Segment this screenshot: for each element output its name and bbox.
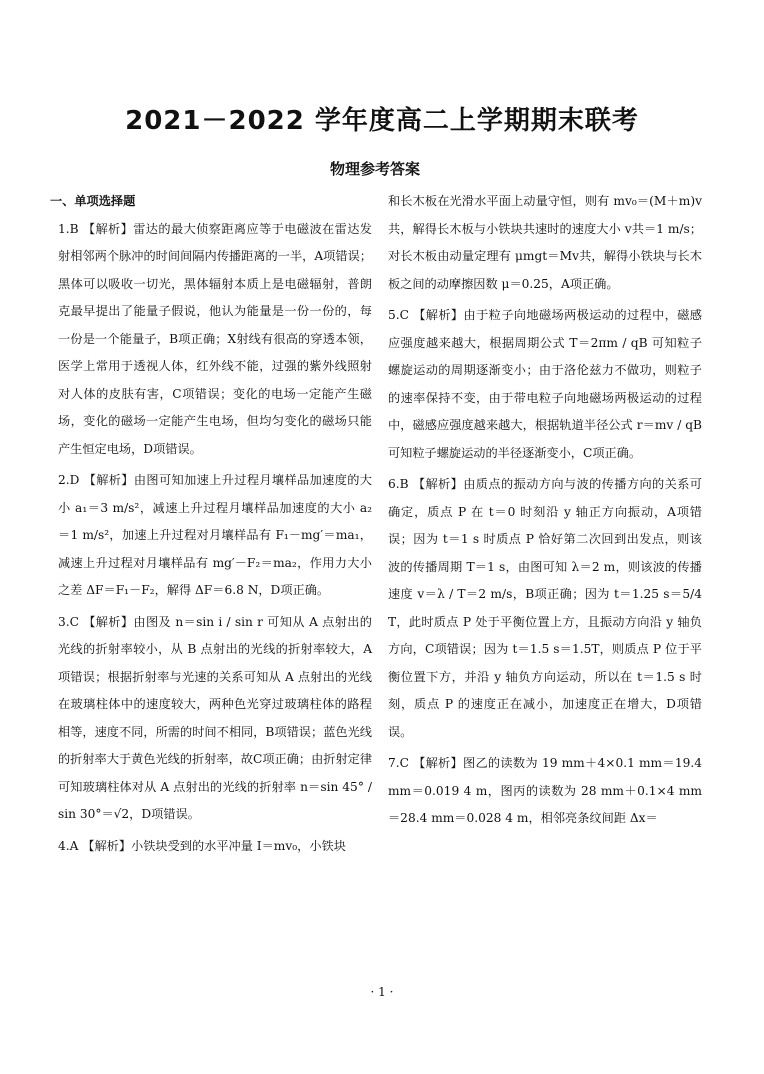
answer-item-2: 2.D 【解析】由图可知加速上升过程月壤样品加速度的大小 a₁＝3 m/s²，减速上升过程月壤样品加速度的大小 a₂＝1 m/s²，加速上升过程对月壤样品有 F₁－mg′＝ma₁，减速上升过程对月壤样品有 mg′－F₂＝ma₂，作用力大小之差 ΔF＝F₁－F₂，解得 ΔF＝6.8 N，D项正确。: [58, 473, 372, 597]
right-column: [388, 188, 702, 837]
answer-item-4-cont: 和长木板在光滑水平面上动量守恒，则有 mv₀＝(M＋m)v共，解得长木板与小铁块共速时的速度大小 v共＝1 m/s；对长木板由动量定理有 μmgt＝Mv共，解得小铁块与长木板之间的动摩擦因数 μ＝0.25，A项正确。: [388, 194, 702, 291]
section-heading: 一、单项选择题: [50, 194, 136, 208]
answer-item-3: 3.C 【解析】由图及 n＝sin i / sin r 可知从 A 点射出的光线的折射率较小，从 B 点射出的光线的折射率较大，A项错误；根据折射率与光速的关系可知从 A 点射出的光线在玻璃柱体中的速度较大，两种色光穿过玻璃柱体的路程相等，速度不同，所需的时间不相同，B项错误；蓝色光线的折射率大于黄色光线的折射率，故C项正确；由折射定律可知玻璃柱体对从 A 点射出的光线的折射率 n＝sin 45° / sin 30°＝√2，D项错误。: [58, 614, 373, 821]
answer-item-5: 5.C 【解析】由于粒子向地磁场两极运动的过程中，磁感应强度越来越大，根据周期公式 T＝2πm / qB 可知粒子螺旋运动的周期逐渐变小；由于洛伦兹力不做功，则粒子的速率保持不变，由于带电粒子向地磁场两极运动的过程中，磁感应强度越来越大，根据轨道半径公式 r＝mv / qB 可知粒子螺旋运动的半径逐渐变小，C项正确。: [388, 308, 702, 460]
page-number: · 1 ·: [370, 985, 394, 999]
left-column: [50, 188, 373, 864]
page-subtitle: 物理参考答案: [330, 160, 421, 178]
answer-item-4-start: 4.A 【解析】小铁块受到的水平冲量 I＝mv₀，小铁块: [58, 838, 346, 853]
answer-item-7: 7.C 【解析】图乙的读数为 19 mm＋4×0.1 mm＝19.4 mm＝0.019 4 m，图丙的读数为 28 mm＋0.1×4 mm＝28.4 mm＝0.028 4 m，相邻亮条纹间距 Δx＝: [388, 756, 702, 825]
answer-item-6: 6.B 【解析】由质点的振动方向与波的传播方向的关系可确定，质点 P 在 t＝0 时刻沿 y 轴正方向振动，A项错误；因为 t＝1 s 时质点 P 恰好第二次回到出发点，则该波的传播周期 T＝1 s，由图可知 λ＝2 m，则该波的传播速度 v＝λ / T＝2 m/s，B项正确；因为 t＝1.25 s＝5/4 T，此时质点 P 处于平衡位置上方，且振动方向沿 y 轴负方向，C项错误；因为 t＝1.5 s＝1.5T，则质点 P 位于平衡位置下方，并沿 y 轴负方向运动，所以在 t＝1.5 s 时刻，质点 P 的速度正在减小，加速度正在增大，D项错误。: [388, 477, 702, 739]
answer-item-1: 1.B 【解析】雷达的最大侦察距离应等于电磁波在雷达发射相邻两个脉冲的时间间隔内传播距离的一半，A项错误；黑体可以吸收一切光，黑体辐射本质上是电磁辐射，普朗克最早提出了能量子假说，他认为能量是一份一份的，每一份是一个能量子，B项正确；X射线有很高的穿透本领，医学上常用于透视人体，红外线不能，过强的紫外线照射对人体的皮肤有害，C项错误；变化的电场一定能产生磁场，变化的磁场一定能产生电场，但均匀变化的磁场只能产生恒定电场，D项错误。: [58, 221, 372, 456]
page-title: 2021－2022 学年度高二上学期期末联考: [125, 106, 639, 136]
